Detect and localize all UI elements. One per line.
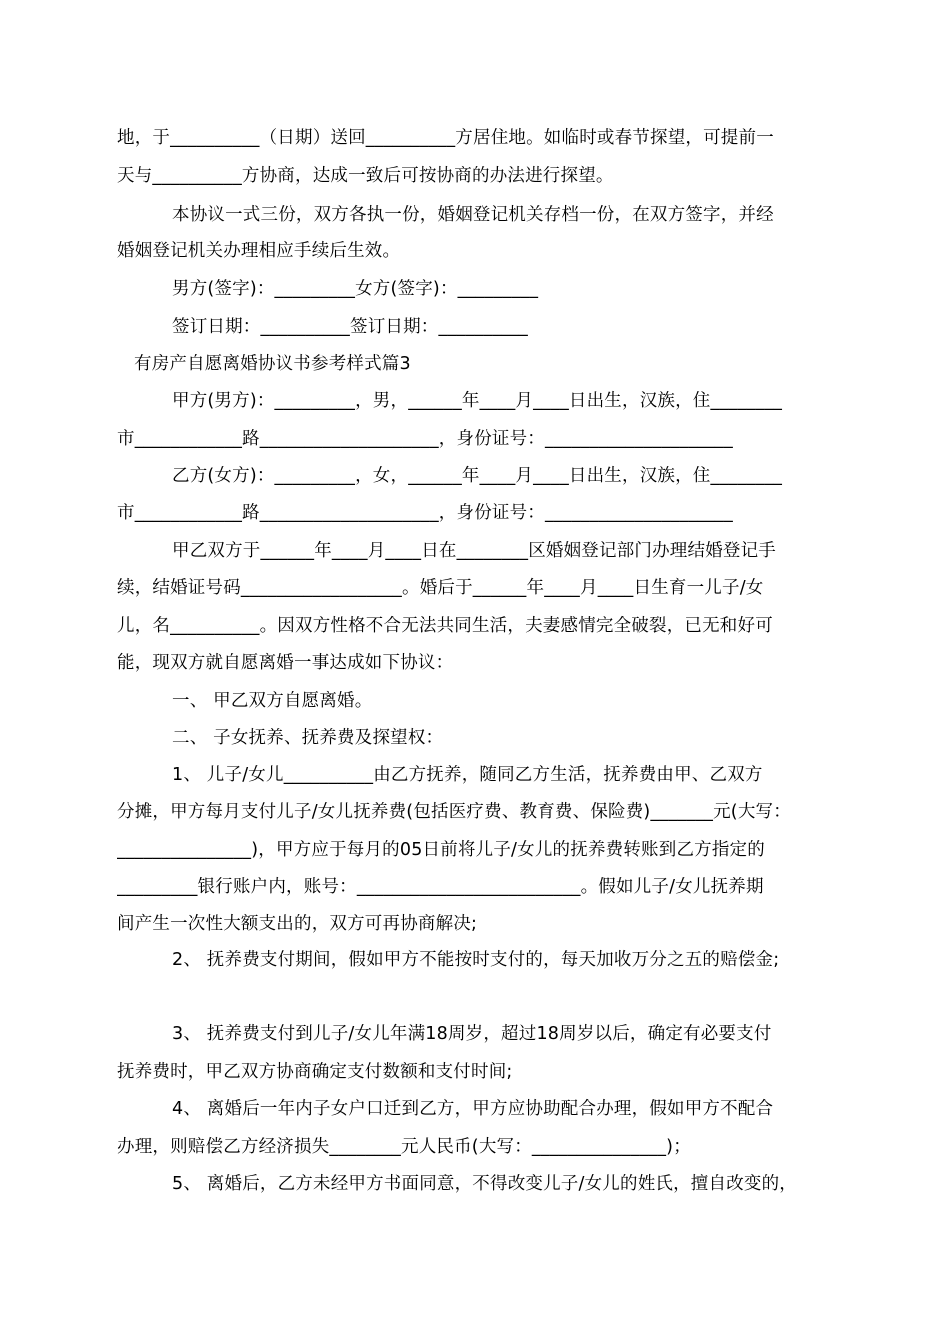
party-a-address-line: 市____________路____________________，身份证号：_____________________	[117, 429, 733, 449]
signing-date-line: 签订日期：__________签订日期：__________	[172, 317, 528, 337]
paragraph-line: 分摊，甲方每月支付儿子/女儿抚养费(包括医疗费、教育费、保险费)_______元(大写：	[117, 802, 791, 822]
paragraph-line: 办理，则赔偿乙方经济损失________元人民币(大写：_______________)；	[117, 1137, 691, 1157]
paragraph-line: 间产生一次性大额支出的，双方可再协商解决;	[117, 914, 478, 934]
paragraph-line: 续，结婚证号码__________________。婚后于______年____月____日生育一儿子/女	[117, 578, 764, 598]
party-b-address-line: 市____________路____________________，身份证号：_____________________	[117, 503, 733, 523]
paragraph-line: 抚养费时，甲乙双方协商确定支付数额和支付时间;	[117, 1062, 513, 1082]
clause-heading: 二、 子女抚养、抚养费及探望权：	[172, 728, 444, 748]
paragraph-line: 天与__________方协商，达成一致后可按协商的办法进行探望。	[117, 166, 614, 186]
section-heading: 有房产自愿离婚协议书参考样式篇3	[134, 354, 411, 374]
party-a-line: 甲方(男方)：_________，男，______年____月____日出生，汉族，住________	[172, 391, 783, 411]
clause-item: 4、 离婚后一年内子女户口迁到乙方，甲方应协助配合办理，假如甲方不配合	[172, 1099, 774, 1119]
paragraph-line: _______________)，甲方应于每月的05日前将儿子/女儿的抚养费转账到乙方指定的	[117, 840, 765, 860]
clause-item: 1、 儿子/女儿__________由乙方抚养，随同乙方生活，抚养费由甲、乙双方	[172, 765, 763, 785]
paragraph-line: 本协议一式三份，双方各执一份，婚姻登记机关存档一份，在双方签字，并经	[172, 205, 774, 225]
paragraph-line: 儿，名__________。因双方性格不合无法共同生活，夫妻感情完全破裂，已无和好可	[117, 616, 773, 636]
clause-item: 2、 抚养费支付期间，假如甲方不能按时支付的，每天加收万分之五的赔偿金;	[172, 950, 780, 970]
clause-heading: 一、 甲乙双方自愿离婚。	[172, 691, 373, 711]
paragraph-line: 能，现双方就自愿离婚一事达成如下协议：	[117, 653, 454, 673]
party-b-line: 乙方(女方)：_________，女，______年____月____日出生，汉族，住________	[172, 466, 783, 486]
clause-item: 5、 离婚后，乙方未经甲方书面同意，不得改变儿子/女儿的姓氏，擅自改变的，	[172, 1174, 797, 1194]
paragraph-line: 地，于__________（日期）送回__________方居住地。如临时或春节探望，可提前一	[117, 128, 774, 148]
paragraph-line: 婚姻登记机关办理相应手续后生效。	[117, 241, 401, 261]
clause-item: 3、 抚养费支付到儿子/女儿年满18周岁，超过18周岁以后，确定有必要支付	[172, 1024, 772, 1044]
paragraph-line: _________银行账户内，账号：_________________________。假如儿子/女儿抚养期	[117, 877, 764, 897]
signature-line: 男方(签字)：_________女方(签字)：_________	[172, 279, 539, 299]
paragraph-line: 甲乙双方于______年____月____日在________区婚姻登记部门办理结婚登记手	[172, 541, 776, 561]
